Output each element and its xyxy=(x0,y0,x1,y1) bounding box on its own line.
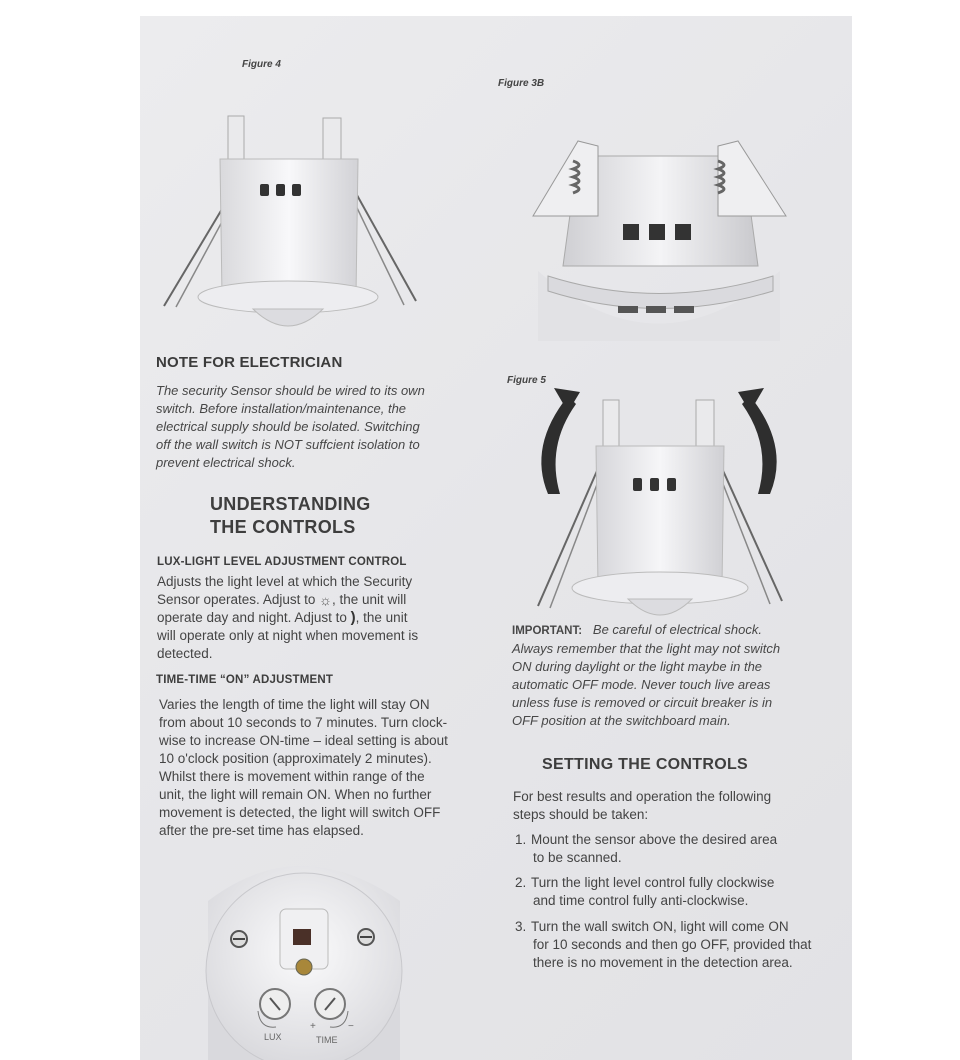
time-body xyxy=(159,696,489,840)
time-line: unit, the light will remain ON. When no further xyxy=(159,787,432,802)
time-line: Whilst there is movement within range of the xyxy=(159,769,425,784)
lux-line: will operate only at night when movement is xyxy=(157,628,419,643)
moon-icon: ) xyxy=(350,609,356,626)
important-block xyxy=(512,621,832,730)
lux-body xyxy=(157,573,477,663)
note-line: switch. Before installation/maintenance, the xyxy=(156,401,407,416)
lux-title: LUX-LIGHT LEVEL ADJUSTMENT CONTROL xyxy=(157,556,407,568)
lux-line: operate day and night. Adjust to ), the unit xyxy=(157,609,408,626)
note-body xyxy=(156,382,476,472)
lux-line: Sensor operates. Adjust to ☼, the unit will xyxy=(157,592,407,608)
note-line: The security Sensor should be wired to its own xyxy=(156,383,425,398)
figure-5-label: Figure 5 xyxy=(507,375,546,386)
time-title: TIME-TIME “ON” ADJUSTMENT xyxy=(156,674,334,686)
important-line: automatic OFF mode. Never touch live areas xyxy=(512,677,771,692)
minus-mark: − xyxy=(348,1021,354,1032)
time-line: Varies the length of time the light will stay ON xyxy=(159,697,430,712)
setting-title: SETTING THE CONTROLS xyxy=(542,756,748,773)
note-line: electrical supply should be isolated. Switching xyxy=(156,419,420,434)
understanding-heading-line2: THE CONTROLS xyxy=(210,517,356,537)
rotate-right-arrow-icon xyxy=(742,396,777,494)
setting-step-2: 2. Turn the light level control fully clockwise and time control fully anti-clockwise. xyxy=(515,875,775,908)
sun-icon: ☼ xyxy=(319,592,332,608)
sensor-control-dial-image xyxy=(200,841,410,1060)
understanding-heading-line1: UNDERSTANDING xyxy=(210,494,371,514)
lux-line: Adjusts the light level at which the Security xyxy=(157,574,413,589)
figure-5-sensor-image xyxy=(520,386,810,636)
time-dial-label: TIME xyxy=(316,1035,338,1045)
important-first-line: IMPORTANT: Be careful of electrical shock. xyxy=(512,622,762,637)
lux-dial-label: LUX xyxy=(264,1032,282,1042)
instruction-sheet xyxy=(140,16,852,1060)
setting-intro: For best results and operation the following steps should be taken: xyxy=(513,789,772,822)
lux-line: detected. xyxy=(157,646,213,661)
time-line: 10 o'clock position (approximately 2 minutes). xyxy=(159,751,432,766)
setting-step-1: 1. Mount the sensor above the desired area to be scanned. xyxy=(515,832,778,865)
setting-step-3: 3. Turn the wall switch ON, light will come ON for 10 seconds and then go OFF, provided that there is no movement in the detection area. xyxy=(515,919,812,970)
figure-3b-sensor-image xyxy=(518,116,798,351)
important-line: ON during daylight or the light maybe in the xyxy=(512,659,763,674)
understanding-heading xyxy=(210,493,371,539)
figure-3b-label: Figure 3B xyxy=(498,78,545,89)
time-line: wise to increase ON-time – ideal setting is about xyxy=(159,733,448,748)
figure-4-label: Figure 4 xyxy=(242,59,281,70)
note-line: off the wall switch is NOT suffcient isolation to xyxy=(156,437,420,452)
time-line: movement is detected, the light will switch OFF xyxy=(159,805,441,820)
note-line: prevent electrical shock. xyxy=(156,455,296,470)
time-line: from about 10 seconds to 7 minutes. Turn clock- xyxy=(159,715,448,730)
time-line: after the pre-set time has elapsed. xyxy=(159,823,364,838)
important-line: OFF position at the switchboard main. xyxy=(512,713,731,728)
important-line: unless fuse is removed or circuit breaker is in xyxy=(512,695,773,710)
note-title: NOTE FOR ELECTRICIAN xyxy=(156,354,343,371)
important-label: IMPORTANT: xyxy=(512,625,583,637)
plus-mark: + xyxy=(310,1021,316,1032)
figure-4-sensor-image xyxy=(158,111,423,346)
important-line: Always remember that the light may not switch xyxy=(512,641,781,656)
rotate-left-arrow-icon xyxy=(541,396,576,494)
